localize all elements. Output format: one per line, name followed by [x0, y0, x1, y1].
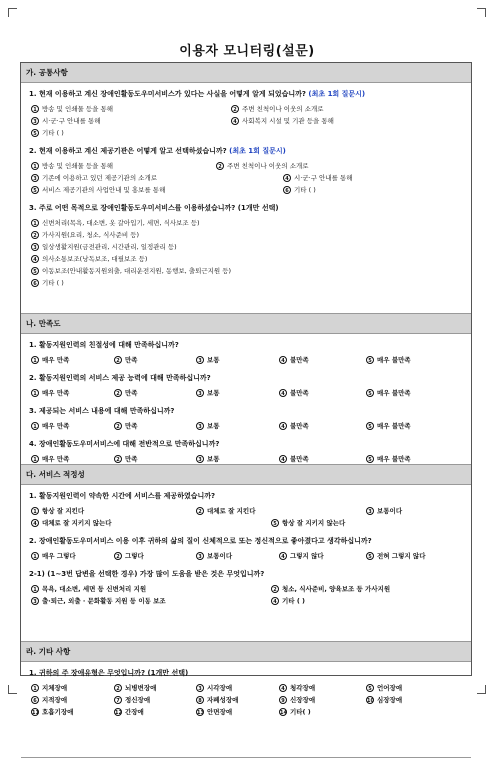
answer-option[interactable] [366, 454, 411, 465]
option-row [21, 278, 471, 289]
option-number-circle: 7 [114, 696, 122, 704]
option-label: 청소, 식사준비, 양육보조 등 가사지원 [282, 585, 391, 593]
option-number-circle: 14 [280, 710, 287, 716]
option-row [21, 128, 471, 139]
answer-option[interactable] [31, 518, 112, 529]
option-label: 대체로 잘 지킨다 [207, 507, 256, 515]
option-label: 그렇지 않다 [290, 552, 324, 560]
option-number-circle: 6 [31, 696, 39, 704]
option-label: 시·군·구 안내를 통해 [42, 117, 101, 125]
option-label: 이동보조(안내활동지원외출, 대리운전지원, 동행보, 출퇴근지원 등) [42, 267, 232, 275]
option-label: 전혀 그렇지 않다 [377, 552, 426, 560]
answer-option[interactable] [114, 695, 150, 706]
option-row [21, 707, 471, 718]
answer-option[interactable] [279, 454, 309, 465]
option-number-circle: 2 [114, 389, 122, 397]
option-number-circle: 4 [279, 684, 287, 692]
answer-option[interactable] [366, 388, 411, 399]
option-row [21, 173, 471, 184]
answer-option[interactable] [196, 683, 232, 694]
option-label: 시·군·구 안내를 통해 [294, 174, 353, 182]
option-number-circle: 13 [197, 710, 204, 716]
option-label: 만족 [125, 389, 138, 397]
option-label: 그렇다 [125, 552, 144, 560]
option-row [21, 218, 471, 229]
answer-option[interactable] [31, 683, 67, 694]
answer-option[interactable] [366, 355, 411, 366]
option-label: 방송 및 인쇄물 등을 통해 [42, 162, 114, 170]
option-row [21, 683, 471, 694]
page-corner-mark [8, 685, 17, 694]
option-label: 일상생활지원(금전관리, 시간관리, 일정관리 등) [42, 243, 177, 251]
option-label: 호흡기장애 [42, 708, 74, 716]
option-label: 서비스 제공기관의 사업안내 및 홍보를 통해 [42, 186, 166, 194]
answer-option[interactable] [366, 683, 402, 694]
option-number-circle: 3 [196, 389, 204, 397]
option-label: 주변 친척이나 이웃의 소개로 [227, 162, 309, 170]
option-row [21, 518, 471, 529]
question-label: 2. 활동지원인력의 서비스 제공 능력에 대해 만족하십니까? [29, 374, 211, 382]
answer-option[interactable] [196, 551, 232, 562]
option-number-circle: 5 [31, 129, 39, 137]
option-number-circle: 1 [31, 684, 39, 692]
option-number-circle: 5 [271, 519, 279, 527]
option-number-circle: 3 [31, 174, 39, 182]
option-label: 신변처리(목욕, 대소변, 옷 갈아입기, 세면, 식사보조 등) [42, 219, 200, 227]
section-header: 다. 서비스 적정성 [21, 465, 471, 485]
question-text [21, 406, 465, 417]
option-row [21, 695, 471, 706]
option-row [21, 421, 471, 432]
answer-option[interactable] [31, 695, 67, 706]
option-row [21, 454, 471, 465]
option-row [21, 596, 471, 607]
question-text [21, 89, 465, 100]
option-label: 보통이다 [207, 552, 233, 560]
option-number-circle: 3 [196, 422, 204, 430]
page-corner-mark [8, 8, 17, 17]
option-label: 보통이다 [377, 507, 403, 515]
option-number-circle: 3 [366, 507, 374, 515]
option-label: 지적장애 [42, 696, 68, 704]
option-label: 기타 ( ) [42, 279, 64, 287]
option-label: 주변 친척이나 이웃의 소개로 [242, 105, 324, 113]
option-number-circle: 2 [114, 455, 122, 463]
option-number-circle: 5 [31, 267, 39, 275]
option-label: 만족 [125, 422, 138, 430]
answer-option[interactable] [231, 116, 334, 127]
question-label: 1. 활동지원인력의 친절성에 대해 만족하십니까? [29, 341, 179, 349]
answer-option[interactable] [366, 551, 425, 562]
option-number-circle: 8 [196, 696, 204, 704]
answer-option[interactable] [366, 421, 411, 432]
answer-option[interactable] [231, 104, 324, 115]
option-label: 매우 만족 [42, 356, 70, 364]
option-number-circle: 5 [31, 186, 39, 194]
option-number-circle: 3 [196, 552, 204, 560]
option-number-circle: 2 [114, 422, 122, 430]
option-number-circle: 12 [115, 710, 122, 716]
answer-option[interactable] [114, 355, 138, 366]
option-label: 매우 그렇다 [42, 552, 76, 560]
answer-option[interactable] [114, 388, 138, 399]
option-row [21, 388, 471, 399]
question-label: 4. 장애인활동도우미서비스에 대해 전반적으로 만족하십니까? [29, 440, 220, 448]
option-label: 지체장애 [42, 684, 68, 692]
question-text [21, 536, 465, 547]
option-label: 기타 ( ) [294, 186, 316, 194]
option-label: 매우 만족 [42, 389, 70, 397]
question-label: 2-1) (1~3번 답변을 선택한 경우) 가장 많이 도움을 받은 것은 무엇입니까? [29, 570, 265, 578]
option-label: 불만족 [290, 422, 309, 430]
answer-option[interactable] [271, 518, 345, 529]
option-label: 가사지원(요리, 청소, 식사준비 등) [42, 231, 140, 239]
option-number-circle: 2 [114, 356, 122, 364]
question-text [21, 146, 465, 157]
option-number-circle: 4 [279, 552, 287, 560]
option-number-circle: 4 [279, 422, 287, 430]
option-number-circle: 2 [114, 552, 122, 560]
option-label: 안면장애 [207, 708, 233, 716]
option-label: 매우 만족 [42, 455, 70, 463]
option-label: 보통 [207, 356, 220, 364]
answer-option[interactable] [31, 104, 113, 115]
answer-option[interactable] [31, 551, 76, 562]
option-number-circle: 3 [196, 455, 204, 463]
option-number-circle: 4 [31, 519, 39, 527]
option-label: 기타 ( ) [282, 597, 306, 605]
option-label: 보통 [207, 389, 220, 397]
question-label: 3. 제공되는 서비스 내용에 대해 만족하십니까? [29, 407, 175, 415]
option-row [21, 116, 471, 127]
option-row [21, 551, 471, 562]
option-number-circle: 2 [196, 507, 204, 515]
option-label: 청각장애 [290, 684, 316, 692]
option-number-circle: 4 [283, 174, 291, 182]
answer-option[interactable] [279, 707, 311, 718]
option-label: 매우 불만족 [377, 422, 411, 430]
answer-option[interactable] [31, 421, 69, 432]
answer-option[interactable] [114, 551, 144, 562]
answer-option[interactable] [114, 454, 138, 465]
answer-option[interactable] [279, 421, 309, 432]
option-number-circle: 5 [366, 422, 374, 430]
question-label: 1. 귀하의 주 장애유형은 무엇입니까? (1개만 선택) [29, 669, 189, 677]
option-label: 매우 불만족 [377, 356, 411, 364]
option-number-circle: 1 [31, 219, 39, 227]
option-number-circle: 3 [31, 597, 39, 605]
question-text [21, 668, 465, 679]
answer-option[interactable] [216, 161, 309, 172]
question-note: (최초 1회 질문시) [229, 147, 286, 155]
section-header: 나. 만족도 [21, 314, 471, 334]
answer-option[interactable] [31, 254, 147, 265]
page-corner-mark [477, 8, 486, 17]
section-body [21, 334, 471, 465]
option-row [21, 254, 471, 265]
option-number-circle: 10 [367, 698, 374, 704]
option-number-circle: 2 [231, 105, 239, 113]
answer-option[interactable] [114, 707, 144, 718]
question-label: 3. 주로 어떤 목적으로 장애인활동도우미서비스를 이용하셨습니까? (1개만 선택) [29, 204, 279, 212]
option-label: 만족 [125, 356, 138, 364]
option-label: 대체로 잘 지키지 않는다 [42, 519, 112, 527]
answer-option[interactable] [279, 355, 309, 366]
option-label: 방송 및 인쇄물 등을 통해 [42, 105, 114, 113]
option-row [21, 104, 471, 115]
option-number-circle: 5 [366, 389, 374, 397]
option-label: 심장장애 [377, 696, 403, 704]
option-number-circle: 1 [31, 585, 39, 593]
option-label: 매우 불만족 [377, 389, 411, 397]
question-text [21, 569, 465, 580]
question-label: 1. 활동지원인력이 약속한 시간에 서비스를 제공하였습니까? [29, 492, 216, 500]
option-row [21, 506, 471, 517]
question-text [21, 340, 465, 351]
answer-option[interactable] [279, 388, 309, 399]
answer-option[interactable] [31, 116, 101, 127]
answer-option[interactable] [31, 128, 64, 139]
answer-option[interactable] [114, 421, 138, 432]
option-number-circle: 1 [31, 552, 39, 560]
answer-option[interactable] [31, 218, 200, 229]
question-note: (최초 1회 질문시) [308, 90, 366, 98]
option-number-circle: 2 [216, 162, 224, 170]
answer-option[interactable] [279, 695, 315, 706]
option-label: 만족 [125, 455, 138, 463]
option-number-circle: 4 [279, 389, 287, 397]
option-number-circle: 1 [31, 162, 39, 170]
option-number-circle: 2 [114, 684, 122, 692]
answer-option[interactable] [31, 707, 73, 718]
option-number-circle: 3 [196, 356, 204, 364]
option-number-circle: 4 [31, 255, 39, 263]
question-text [21, 203, 465, 214]
page-corner-mark [477, 685, 486, 694]
option-number-circle: 4 [271, 597, 279, 605]
answer-option[interactable] [196, 695, 238, 706]
option-row [21, 242, 471, 253]
option-number-circle: 1 [31, 105, 39, 113]
option-number-circle: 9 [279, 696, 287, 704]
option-label: 매우 만족 [42, 422, 70, 430]
question-label: 1. 현재 이용하고 계신 장애인활동도우미서비스가 있다는 사실을 어떻게 알게 되었습니까? [29, 90, 306, 98]
answer-option[interactable] [31, 278, 64, 289]
option-label: 매우 불만족 [377, 455, 411, 463]
option-number-circle: 6 [283, 186, 291, 194]
option-number-circle: 5 [366, 684, 374, 692]
answer-option[interactable] [31, 173, 157, 184]
question-label: 2. 장애인활동도우미서비스 이용 이후 귀하의 삶의 질이 신체적으로 또는 정신적으로 좋아졌다고 생각하십니까? [29, 537, 372, 545]
option-number-circle: 3 [31, 117, 39, 125]
answer-option[interactable] [31, 161, 113, 172]
answer-option[interactable] [279, 551, 324, 562]
answer-option[interactable] [283, 185, 316, 196]
option-label: 시각장애 [207, 684, 233, 692]
option-number-circle: 4 [231, 117, 239, 125]
option-number-circle: 3 [196, 684, 204, 692]
option-row [21, 266, 471, 277]
option-number-circle: 1 [31, 422, 39, 430]
option-label: 자폐성장애 [207, 696, 239, 704]
section-body [21, 662, 471, 758]
answer-option[interactable] [31, 230, 139, 241]
answer-option[interactable] [196, 506, 255, 517]
option-number-circle: 3 [31, 243, 39, 251]
answer-option[interactable] [283, 173, 353, 184]
answer-option[interactable] [366, 695, 402, 706]
option-label: 불만족 [290, 356, 309, 364]
answer-option[interactable] [196, 454, 220, 465]
option-label: 정신장애 [125, 696, 151, 704]
option-number-circle: 1 [31, 356, 39, 364]
question-text [21, 439, 465, 450]
option-label: 목욕, 대소변, 세면 등 신변처리 지원 [42, 585, 147, 593]
option-number-circle: 5 [366, 552, 374, 560]
answer-option[interactable] [31, 584, 146, 595]
option-row [21, 185, 471, 196]
option-row [21, 355, 471, 366]
option-number-circle: 1 [31, 389, 39, 397]
option-label: 불만족 [290, 389, 309, 397]
answer-option[interactable] [279, 683, 315, 694]
option-label: 보통 [207, 455, 220, 463]
option-label: 사회복지 시설 및 기관 등을 통해 [242, 117, 334, 125]
option-label: 기타( ) [290, 708, 311, 716]
option-label: 항상 잘 지킨다 [42, 507, 85, 515]
answer-option[interactable] [114, 683, 156, 694]
option-label: 간장애 [125, 708, 144, 716]
answer-option[interactable] [31, 596, 166, 607]
question-label: 2. 현재 이용하고 계신 제공기관은 어떻게 알고 선택하셨습니까? [29, 147, 227, 155]
option-label: 보통 [207, 422, 220, 430]
answer-option[interactable] [31, 454, 69, 465]
option-label: 의사소통보조(낭독보조, 대필보조 등) [42, 255, 148, 263]
option-number-circle: 11 [32, 710, 39, 716]
answer-option[interactable] [31, 388, 69, 399]
option-label: 기존에 이용하고 있던 제공기관의 소개로 [42, 174, 158, 182]
answer-option[interactable] [196, 421, 220, 432]
option-number-circle: 1 [31, 455, 39, 463]
section-header: 라. 기타 사항 [21, 642, 471, 662]
option-label: 기타 ( ) [42, 129, 64, 137]
option-number-circle: 2 [31, 231, 39, 239]
question-text [21, 491, 465, 502]
question-text [21, 373, 465, 384]
section-header: 가. 공통사항 [21, 63, 471, 83]
option-number-circle: 5 [366, 356, 374, 364]
answer-option[interactable] [196, 707, 232, 718]
answer-option[interactable] [271, 596, 305, 607]
option-label: 뇌병변장애 [125, 684, 157, 692]
option-label: 언어장애 [377, 684, 403, 692]
option-label: 신장장애 [290, 696, 316, 704]
section-body [21, 485, 471, 642]
option-row [21, 230, 471, 241]
option-label: 출·퇴근, 외출 · 문화활동 지원 등 이동 보조 [42, 597, 166, 605]
option-number-circle: 5 [366, 455, 374, 463]
answer-option[interactable] [31, 266, 231, 277]
answer-option[interactable] [31, 355, 69, 366]
survey-form [20, 62, 472, 716]
section-body [21, 83, 471, 314]
answer-option[interactable] [31, 506, 84, 517]
answer-option[interactable] [31, 185, 165, 196]
option-number-circle: 1 [31, 507, 39, 515]
option-number-circle: 4 [279, 356, 287, 364]
option-row [21, 161, 471, 172]
answer-option[interactable] [31, 242, 177, 253]
option-number-circle: 6 [31, 279, 39, 287]
option-row [21, 584, 471, 595]
option-number-circle: 2 [271, 585, 279, 593]
option-number-circle: 4 [279, 455, 287, 463]
option-label: 항상 잘 지키지 않는다 [282, 519, 346, 527]
option-label: 불만족 [290, 455, 309, 463]
page-title: 이용자 모니터링(설문) [179, 44, 315, 59]
answer-option[interactable] [196, 388, 220, 399]
answer-option[interactable] [366, 506, 402, 517]
answer-option[interactable] [196, 355, 220, 366]
answer-option[interactable] [271, 584, 390, 595]
